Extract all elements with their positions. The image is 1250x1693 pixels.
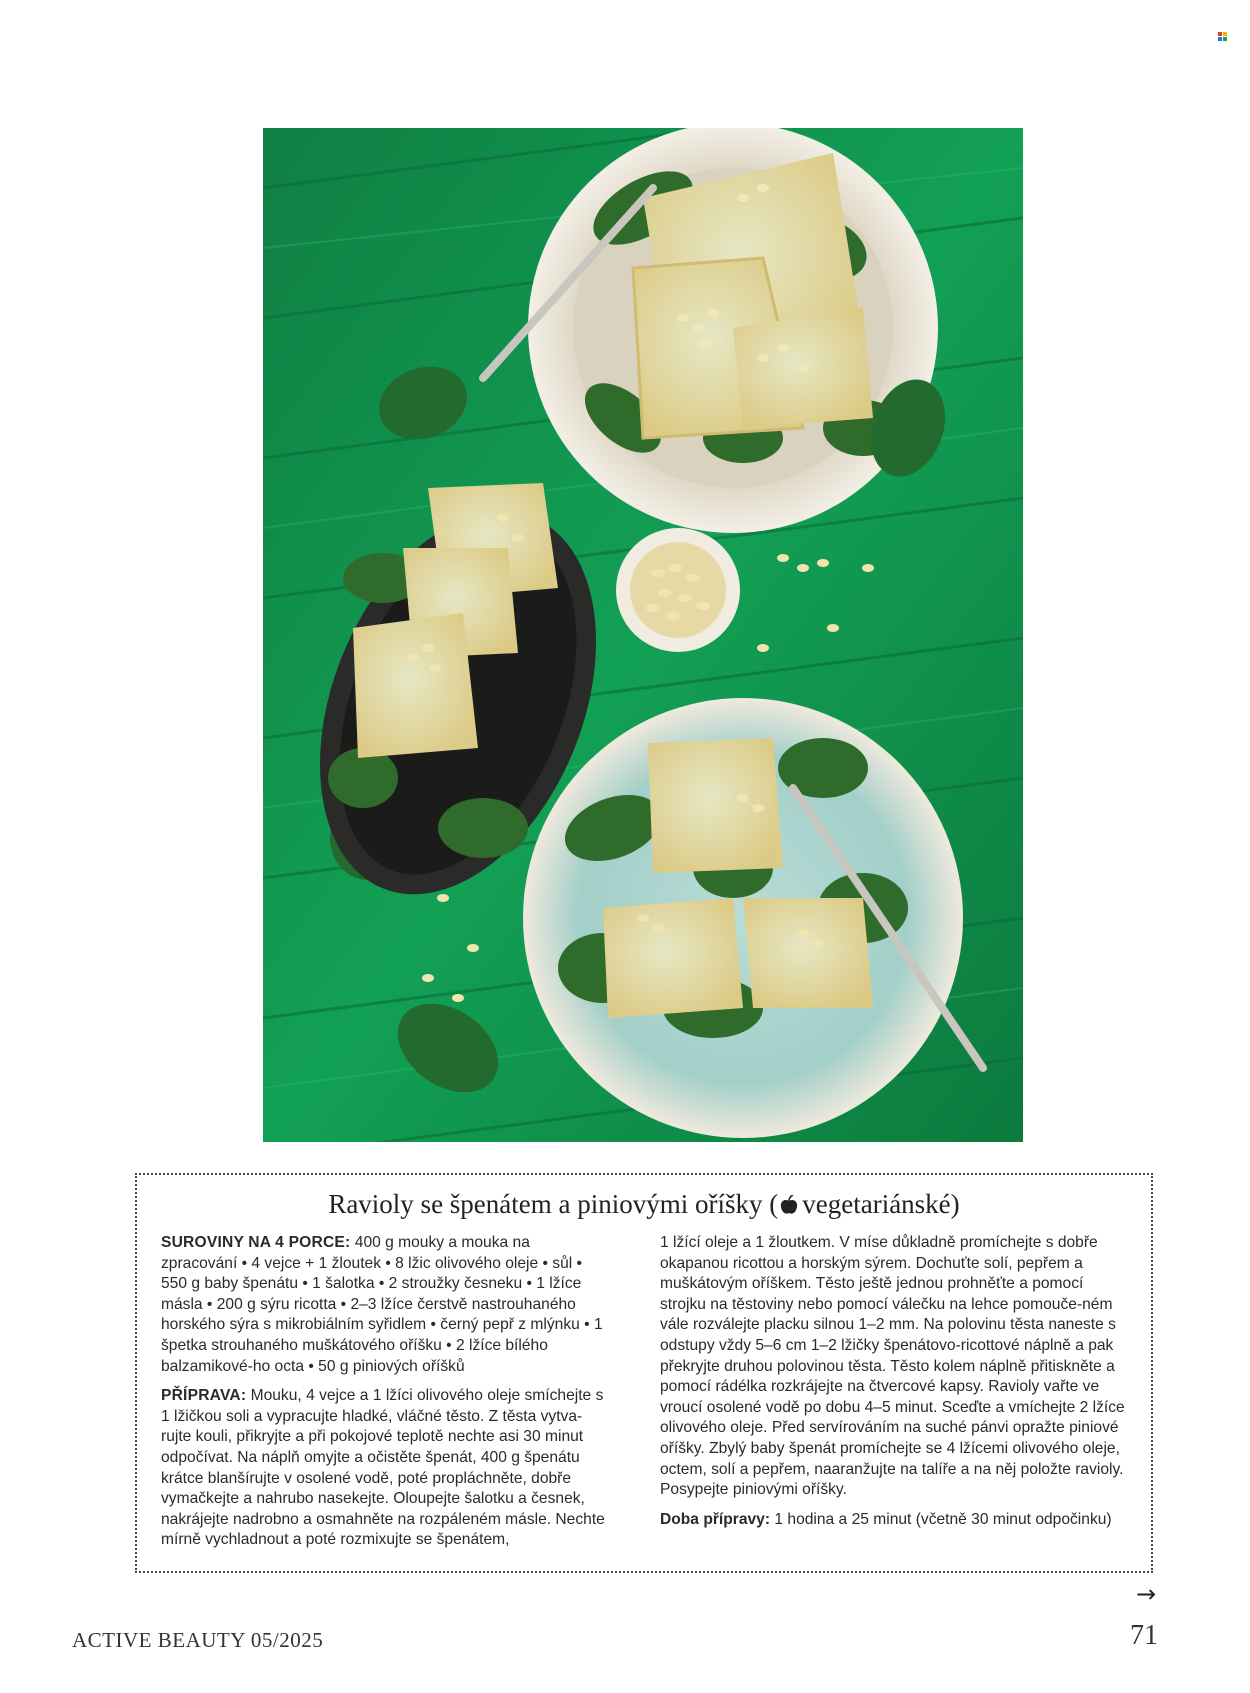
preparation-label: PŘÍPRAVA: <box>161 1387 247 1405</box>
apple-icon <box>780 1195 798 1215</box>
brand-mark-icon <box>1218 32 1227 41</box>
magazine-issue: ACTIVE BEAUTY 05/2025 <box>72 1628 324 1652</box>
recipe-column-right <box>660 1233 1130 1539</box>
page-number: 71 <box>1130 1620 1158 1651</box>
preparation-text-left: Mouku, 4 vejce a 1 lžíci olivového oleje smíchejte s 1 lžičkou soli a vypracujte hladké, vláčné těsto. Z těsta vytva-rujte kouli, přikryjte a při pokojové teplotě nechte asi 30 minut odpočívat. Na náplň omyjte a očistěte špenát, 400 g špenátu krátce blanšírujte v osolené vodě, poté propláchněte, dobře vymačkejte a nahrubo nasekejte. Oloupejte šalotku a česnek, nakrájejte nadrobno a osmahněte na rozpáleném másle. Nechte mírně vychladnout a poté rozmixujte se špenátem, <box>161 1387 605 1549</box>
prep-time-label: Doba přípravy: <box>660 1510 771 1528</box>
ravioli-photo <box>263 128 1023 1142</box>
preparation-text-right: 1 lžící oleje a 1 žloutkem. V míse důkladně promíchejte s dobře okapanou ricottou a horským sýrem. Dochuťte solí, pepřem a muškátovým oříškem. Těsto ještě jednou prohněťte a pomocí strojku na těstoviny nebo pomocí válečku na lehce pomouče-ném vále rozválejte placku silnou 1–2 mm. Na polovinu těsta naneste s odstupy vždy 5–6 cm 1–2 lžičky špenátovo-ricottové náplně a pak překryjte druhou polovinou těsta. Těsto kolem náplně přitiskněte a pomocí rádélka rozkrájejte na čtvercové kapsy. Ravioly vařte ve vroucí osolené vodě po dobu 4–5 minut. Sceďte a vmíchejte 2 lžíce olivového oleje. Před servírováním na suché pánvi opražte piniové oříšky. Zbylý baby špenát promíchejte se 4 lžícemi olivového oleje, octem, solí a pepřem, naaranžujte na talíře a na něj položte ravioly. Posypejte piniovými oříšky. <box>660 1234 1125 1499</box>
arrow-right-icon: → <box>1136 1580 1157 1608</box>
prep-time-value: 1 hodina a 25 minut (včetně 30 minut odpočinku) <box>770 1510 1112 1528</box>
recipe-title-text: Ravioly se špenátem a piniovými oříšky ( <box>328 1189 779 1219</box>
recipe-column-left <box>161 1233 606 1560</box>
recipe-box <box>135 1173 1153 1573</box>
recipe-tag: vegetariánské) <box>802 1189 960 1219</box>
preparation-paragraph <box>161 1386 606 1551</box>
ingredients-label: SUROVINY NA 4 PORCE: <box>161 1234 351 1251</box>
prep-time <box>660 1510 1130 1531</box>
ingredients-paragraph <box>161 1233 606 1377</box>
recipe-title <box>137 1189 1151 1220</box>
ingredients-text: 400 g mouky a mouka na zpracování • 4 vejce + 1 žloutek • 8 lžic olivového oleje • sůl • 550 g baby špenátu • 1 šalotka • 2 stroužky česneku • 1 lžíce másla • 200 g sýru ricotta • 2–3 lžíce čerstvě nastrouhaného horského sýra s mikrobiálním syřidlem • černý pepř z mlýnku • 1 špetka strouhaného muškátového oříšku • 2 lžíce bílého balzamikové-ho octa • 50 g piniových oříšků <box>161 1234 603 1375</box>
